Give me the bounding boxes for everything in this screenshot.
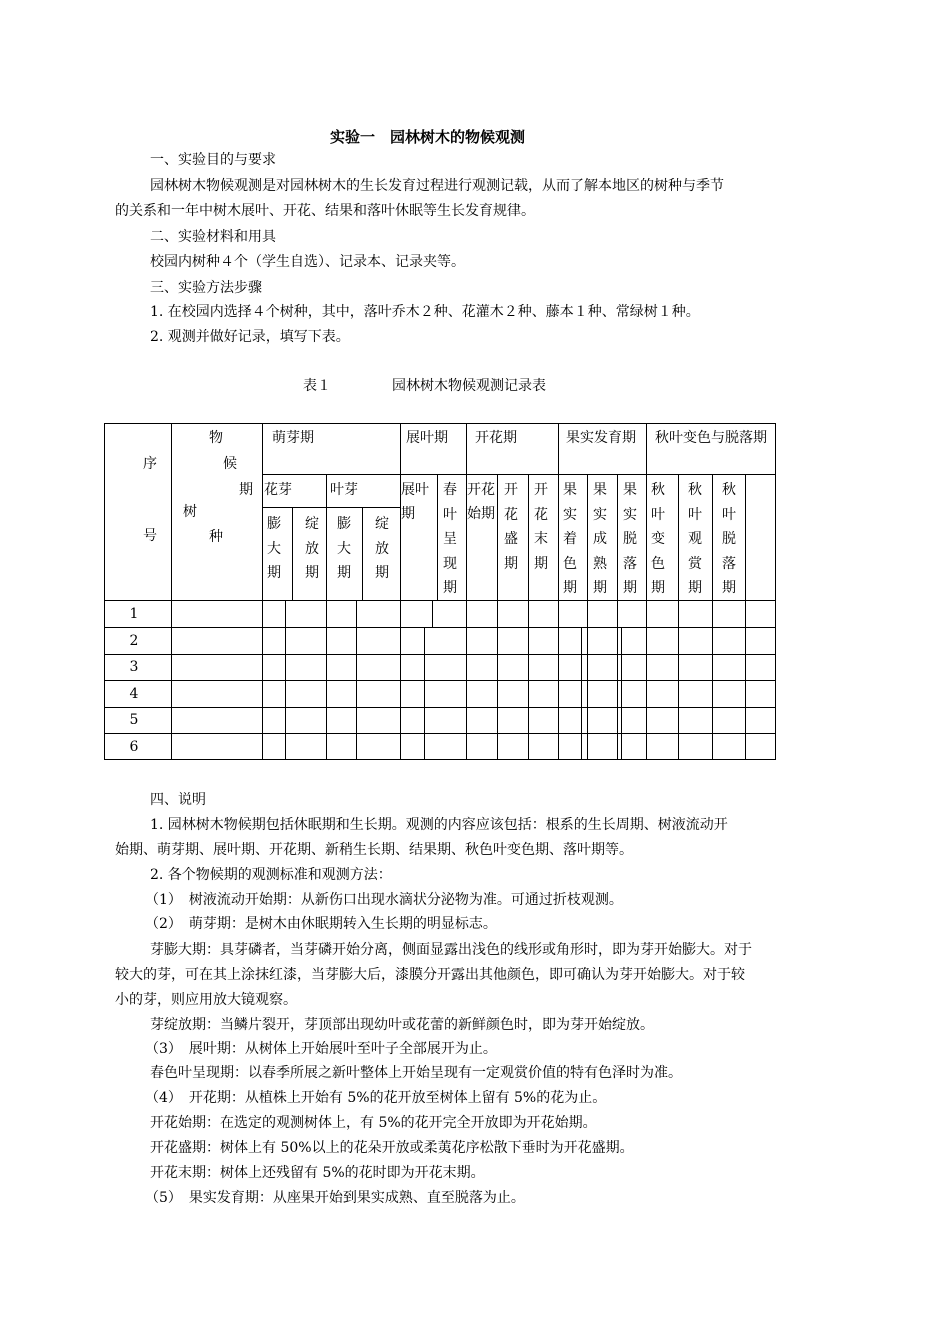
step-item: 2. 观测并做好记录，填写下表。 (150, 329, 350, 345)
section-heading-3: 三、实验方法步骤 (150, 280, 262, 296)
col-zhanye: 展叶期 (401, 482, 429, 522)
col-qiuye-bian: 秋叶变色期 (651, 482, 665, 596)
paragraph: 开花始期：在选定的观测树体上，有 5%的花开完全开放即为开花始期。 (150, 1115, 597, 1131)
col-yeya-peng: 膨大期 (337, 516, 351, 581)
step-item: 1. 在校园内选择４个树种，其中，落叶乔木２种、花灌木２种、藤本１种、常绿树１种。 (150, 304, 700, 320)
subgroup-huaya: 花芽 (264, 482, 292, 498)
paragraph: 2. 各个物候期的观测标准和观测方法： (150, 867, 392, 883)
col-yeya-zhan: 绽放期 (375, 516, 389, 581)
paragraph: 始期、萌芽期、展叶期、开花期、新稍生长期、结果期、秋色叶变色期、落叶期等。 (115, 842, 633, 858)
paragraph: 芽绽放期：当鳞片裂开，芽顶部出现幼叶或花蕾的新鲜颜色时，即为芽开始绽放。 (150, 1017, 654, 1033)
header-hao: 号 (143, 528, 157, 544)
paragraph: 较大的芽，可在其上涂抹红漆，当芽膨大后，漆膜分开露出其他颜色，即可确认为芽开始膨大。对于较 (115, 967, 745, 983)
col-kaihua-mo: 开花末期 (534, 482, 548, 572)
header-wu: 物 (209, 430, 223, 446)
row-number: 5 (129, 712, 139, 728)
list-item: （1） 树液流动开始期：从新伤口出现水滴状分泌物为准。可通过折枝观测。 (145, 892, 623, 908)
paragraph: 1. 园林树木物候期包括休眠期和生长期。观测的内容应该包括：根系的生长周期、树液流动开 (150, 817, 728, 833)
group-mengya: 萌芽期 (272, 430, 314, 446)
row-number: 2 (129, 633, 139, 649)
group-zhanye: 展叶期 (406, 430, 448, 446)
paragraph: 的关系和一年中树木展叶、开花、结果和落叶休眠等生长发育规律。 (115, 203, 535, 219)
col-guoshi-zhuo: 果实着色期 (563, 482, 577, 596)
col-guoshi-tuo: 果实脱落期 (623, 482, 637, 596)
list-item: （3） 展叶期：从树体上开始展叶至叶子全部展开为止。 (145, 1041, 497, 1057)
col-guoshi-cheng: 果实成熟期 (593, 482, 607, 596)
col-huaya-peng: 膨大期 (267, 516, 281, 581)
col-qiuye-guan: 秋叶观赏期 (688, 482, 702, 596)
col-huaya-zhan: 绽放期 (305, 516, 319, 581)
row-number: 1 (129, 606, 139, 622)
header-xu: 序 (143, 456, 157, 472)
list-item: （5） 果实发育期：从座果开始到果实成熟、直至脱落为止。 (145, 1190, 525, 1206)
group-kaihua: 开花期 (475, 430, 517, 446)
col-qiuye-tuo: 秋叶脱落期 (722, 482, 736, 596)
page-title: 实验一 园林树木的物候观测 (330, 128, 526, 146)
paragraph: 开花盛期：树体上有 50%以上的花朵开放或柔荑花序松散下垂时为开花盛期。 (150, 1140, 634, 1156)
group-qiuye: 秋叶变色与脱落期 (655, 430, 767, 446)
paragraph: 校园内树种４个（学生自选）、记录本、记录夹等。 (150, 254, 465, 270)
col-kaihua-start: 开花始期 (467, 482, 495, 522)
header-zhong: 种 (209, 529, 223, 545)
list-item: （4） 开花期：从植株上开始有 5%的花开放至树体上留有 5%的花为止。 (145, 1090, 607, 1106)
paragraph: 春色叶呈现期：以春季所展之新叶整体上开始呈现有一定观赏价值的特有色泽时为准。 (150, 1065, 682, 1081)
section-heading-1: 一、实验目的与要求 (150, 152, 276, 168)
paragraph: 开花末期：树体上还残留有 5%的花时即为开花末期。 (150, 1165, 485, 1181)
paragraph: 芽膨大期：具芽磷者，当芽磷开始分离，侧面显露出浅色的线形或角形时，即为芽开始膨大。对于 (150, 942, 752, 958)
header-qi: 期 (239, 482, 253, 498)
paragraph: 小的芽，则应用放大镜观察。 (115, 992, 297, 1008)
col-kaihua-sheng: 开花盛期 (504, 482, 518, 572)
section-heading-4: 四、说明 (150, 792, 206, 808)
table-caption-title: 园林树木物候观测记录表 (392, 378, 546, 394)
paragraph: 园林树木物候观测是对园林树木的生长发育过程进行观测记载，从而了解本地区的树种与季节 (150, 178, 724, 194)
header-hou: 候 (223, 456, 237, 472)
row-number: 6 (129, 739, 139, 755)
row-number: 4 (129, 686, 139, 702)
list-item: （2） 萌芽期：是树木由休眠期转入生长期的明显标志。 (145, 916, 497, 932)
table-caption-number: 表１ (303, 378, 331, 394)
col-chunye: 春叶呈现期 (443, 482, 457, 596)
subgroup-yeya: 叶芽 (330, 482, 358, 498)
row-number: 3 (129, 659, 139, 675)
section-heading-2: 二、实验材料和用具 (150, 229, 276, 245)
group-guoshi: 果实发育期 (566, 430, 636, 446)
header-shu: 树 (183, 504, 197, 520)
